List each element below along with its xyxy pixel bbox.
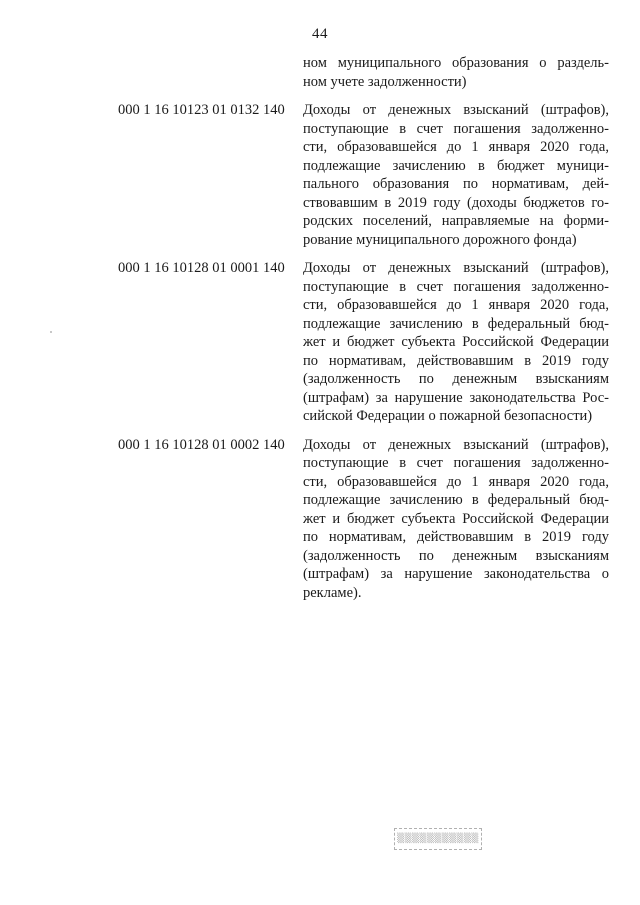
- description-line: подлежащие зачислению в федеральный бюд-: [303, 315, 609, 332]
- revenue-description: [303, 54, 609, 91]
- description-line: по нормативам, действовавшим в 2019 году: [303, 352, 609, 369]
- description-line: (штрафам) за нарушение законодательства о: [303, 566, 609, 582]
- description-line: ном муниципального образования о раздель-: [303, 55, 609, 71]
- description-line: рекламе).: [303, 584, 362, 601]
- description-line: сийской Федерации о пожарной безопасности): [303, 408, 593, 424]
- revenue-code: 000 1 16 10128 01 0001 140: [118, 260, 285, 276]
- revenue-description: [303, 101, 609, 249]
- revenue-description: [303, 436, 609, 603]
- page-number: 44: [312, 26, 328, 42]
- description-line: жет и бюджет субъекта Российской Федерации: [303, 334, 609, 350]
- revenue-code: 000 1 16 10128 01 0002 140: [118, 436, 285, 453]
- description-line: подлежащие зачислению в бюджет муници-: [303, 157, 609, 174]
- description-line: Доходы от денежных взысканий (штрафов),: [303, 436, 609, 453]
- table-row: [0, 259, 640, 426]
- scan-speck: [50, 331, 52, 333]
- description-line: (задолженность по денежным взысканиям: [303, 547, 609, 564]
- revenue-description: [303, 259, 609, 426]
- description-line: поступающие в счет погашения задолженно-: [303, 120, 609, 137]
- description-line: (задолженность по денежным взысканиям: [303, 371, 609, 387]
- description-line: поступающие в счет погашения задолженно-: [303, 278, 609, 295]
- table-row: [0, 54, 640, 91]
- description-line: подлежащие зачислению в федеральный бюд-: [303, 492, 609, 508]
- description-line: (штрафам) за нарушение законодательства Рос-: [303, 389, 609, 406]
- description-line: сти, образовавшейся до 1 января 2020 года,: [303, 139, 609, 155]
- description-line: ствовавшим в 2019 году (доходы бюджетов го-: [303, 194, 609, 211]
- description-line: Доходы от денежных взысканий (штрафов),: [303, 102, 609, 118]
- description-line: рование муниципального дорожного фонда): [303, 231, 577, 248]
- revenue-code: 000 1 16 10123 01 0132 140: [118, 102, 285, 118]
- description-line: родских поселений, направляемые на форми-: [303, 213, 609, 229]
- description-line: поступающие в счет погашения задолженно-: [303, 455, 609, 471]
- faded-stamp: ▒▒▒▒▒▒▒▒▒▒▒: [394, 828, 482, 850]
- table-row: [0, 101, 640, 249]
- description-line: сти, образовавшейся до 1 января 2020 года,: [303, 473, 609, 490]
- revenue-code-table: [0, 54, 640, 602]
- description-line: жет и бюджет субъекта Российской Федерации: [303, 510, 609, 527]
- description-line: сти, образовавшейся до 1 января 2020 года,: [303, 297, 609, 313]
- description-line: по нормативам, действовавшим в 2019 году: [303, 529, 609, 545]
- description-line: Доходы от денежных взысканий (штрафов),: [303, 260, 609, 276]
- table-row: [0, 436, 640, 603]
- description-line: ном учете задолженности): [303, 73, 467, 90]
- description-line: пального образования по нормативам, дей-: [303, 176, 609, 192]
